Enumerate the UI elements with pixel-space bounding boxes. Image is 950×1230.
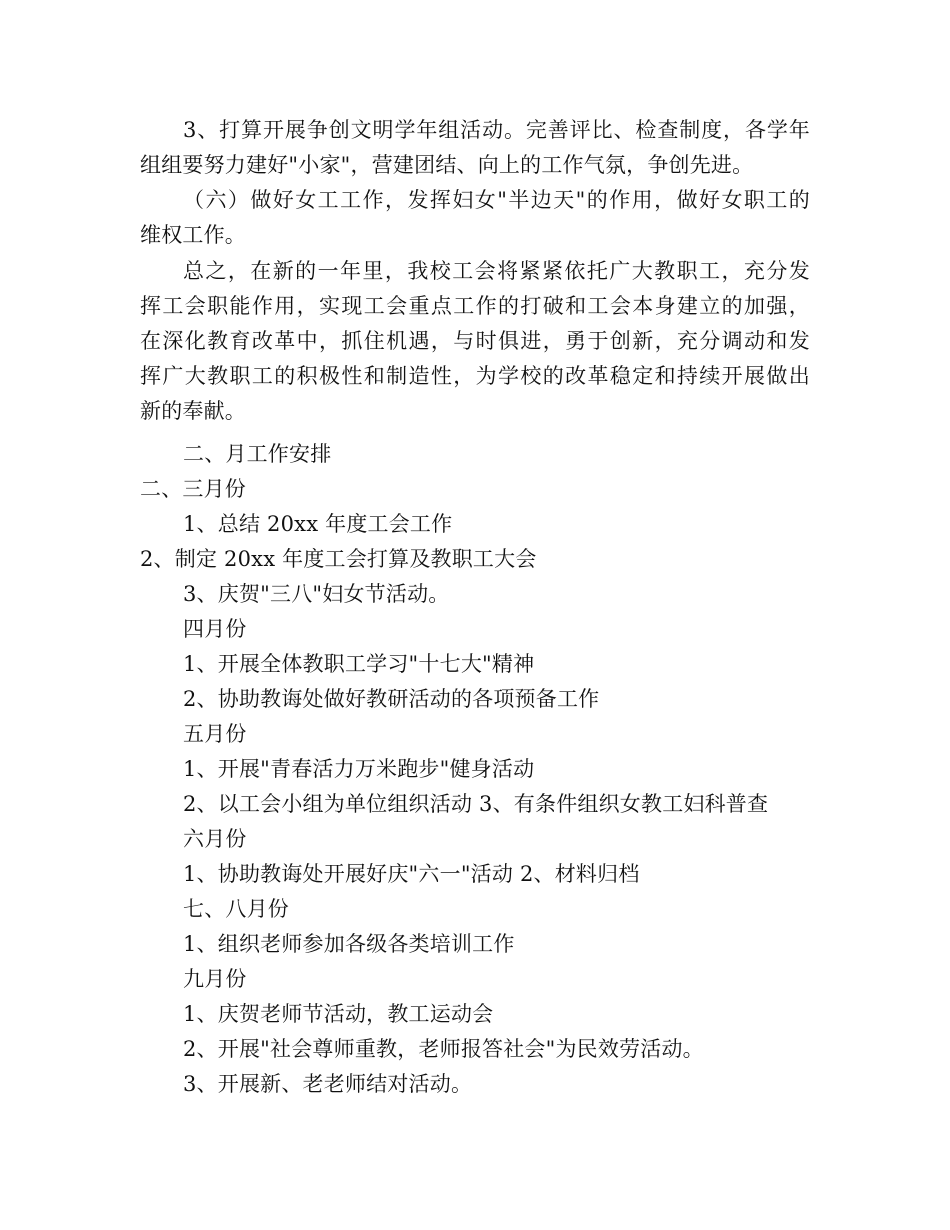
month-heading: 九月份: [183, 967, 247, 991]
list-item: 1、开展"青春活力万米跑步"健身活动: [183, 757, 535, 781]
paragraph-line: 在深化教育改革中，抓住机遇，与时俱进，勇于创新，充分调动和发: [140, 329, 810, 353]
list-item: 2、开展"社会尊师重教，老师报答社会"为民效劳活动。: [183, 1037, 704, 1061]
paragraph-line: 挥工会职能作用，实现工会重点工作的打破和工会本身建立的加强，: [140, 294, 810, 318]
list-item: 1、协助教诲处开展好庆"六一"活动 2、材料归档: [183, 862, 640, 886]
paragraph-line: 组组要努力建好"小家"，营建团结、向上的工作气氛，争创先进。: [140, 153, 754, 177]
section-heading: 二、月工作安排: [183, 442, 332, 466]
month-heading: 二、三月份: [140, 477, 246, 501]
paragraph-line: 3、打算开展争创文明学年组活动。完善评比、检查制度，各学年: [183, 118, 810, 142]
paragraph-line: 挥广大教职工的积极性和制造性，为学校的改革稳定和持续开展做出: [140, 364, 810, 388]
list-item: 3、庆贺"三八"妇女节活动。: [183, 582, 450, 606]
list-item: 1、庆贺老师节活动，教工运动会: [183, 1002, 494, 1026]
list-item: 2、制定 20xx 年度工会打算及教职工大会: [140, 547, 537, 571]
paragraph-line: （六）做好女工工作，发挥妇女"半边天"的作用，做好女职工的: [183, 188, 810, 212]
paragraph-line: 新的奉献。: [140, 399, 246, 423]
month-heading: 七、八月份: [183, 897, 289, 921]
paragraph-line: 维权工作。: [140, 223, 246, 247]
list-item: 1、总结 20xx 年度工会工作: [183, 512, 453, 536]
list-item: 1、组织老师参加各级各类培训工作: [183, 932, 515, 956]
month-heading: 五月份: [183, 722, 247, 746]
list-item: 1、开展全体教职工学习"十七大"精神: [183, 652, 535, 676]
list-item: 2、协助教诲处做好教研活动的各项预备工作: [183, 687, 600, 711]
paragraph-line: 总之，在新的一年里，我校工会将紧紧依托广大教职工，充分发: [183, 259, 810, 283]
month-heading: 四月份: [183, 617, 247, 641]
month-heading: 六月份: [183, 827, 247, 851]
list-item: 3、开展新、老老师结对活动。: [183, 1072, 473, 1096]
list-item: 2、以工会小组为单位组织活动 3、有条件组织女教工妇科普查: [183, 792, 769, 816]
